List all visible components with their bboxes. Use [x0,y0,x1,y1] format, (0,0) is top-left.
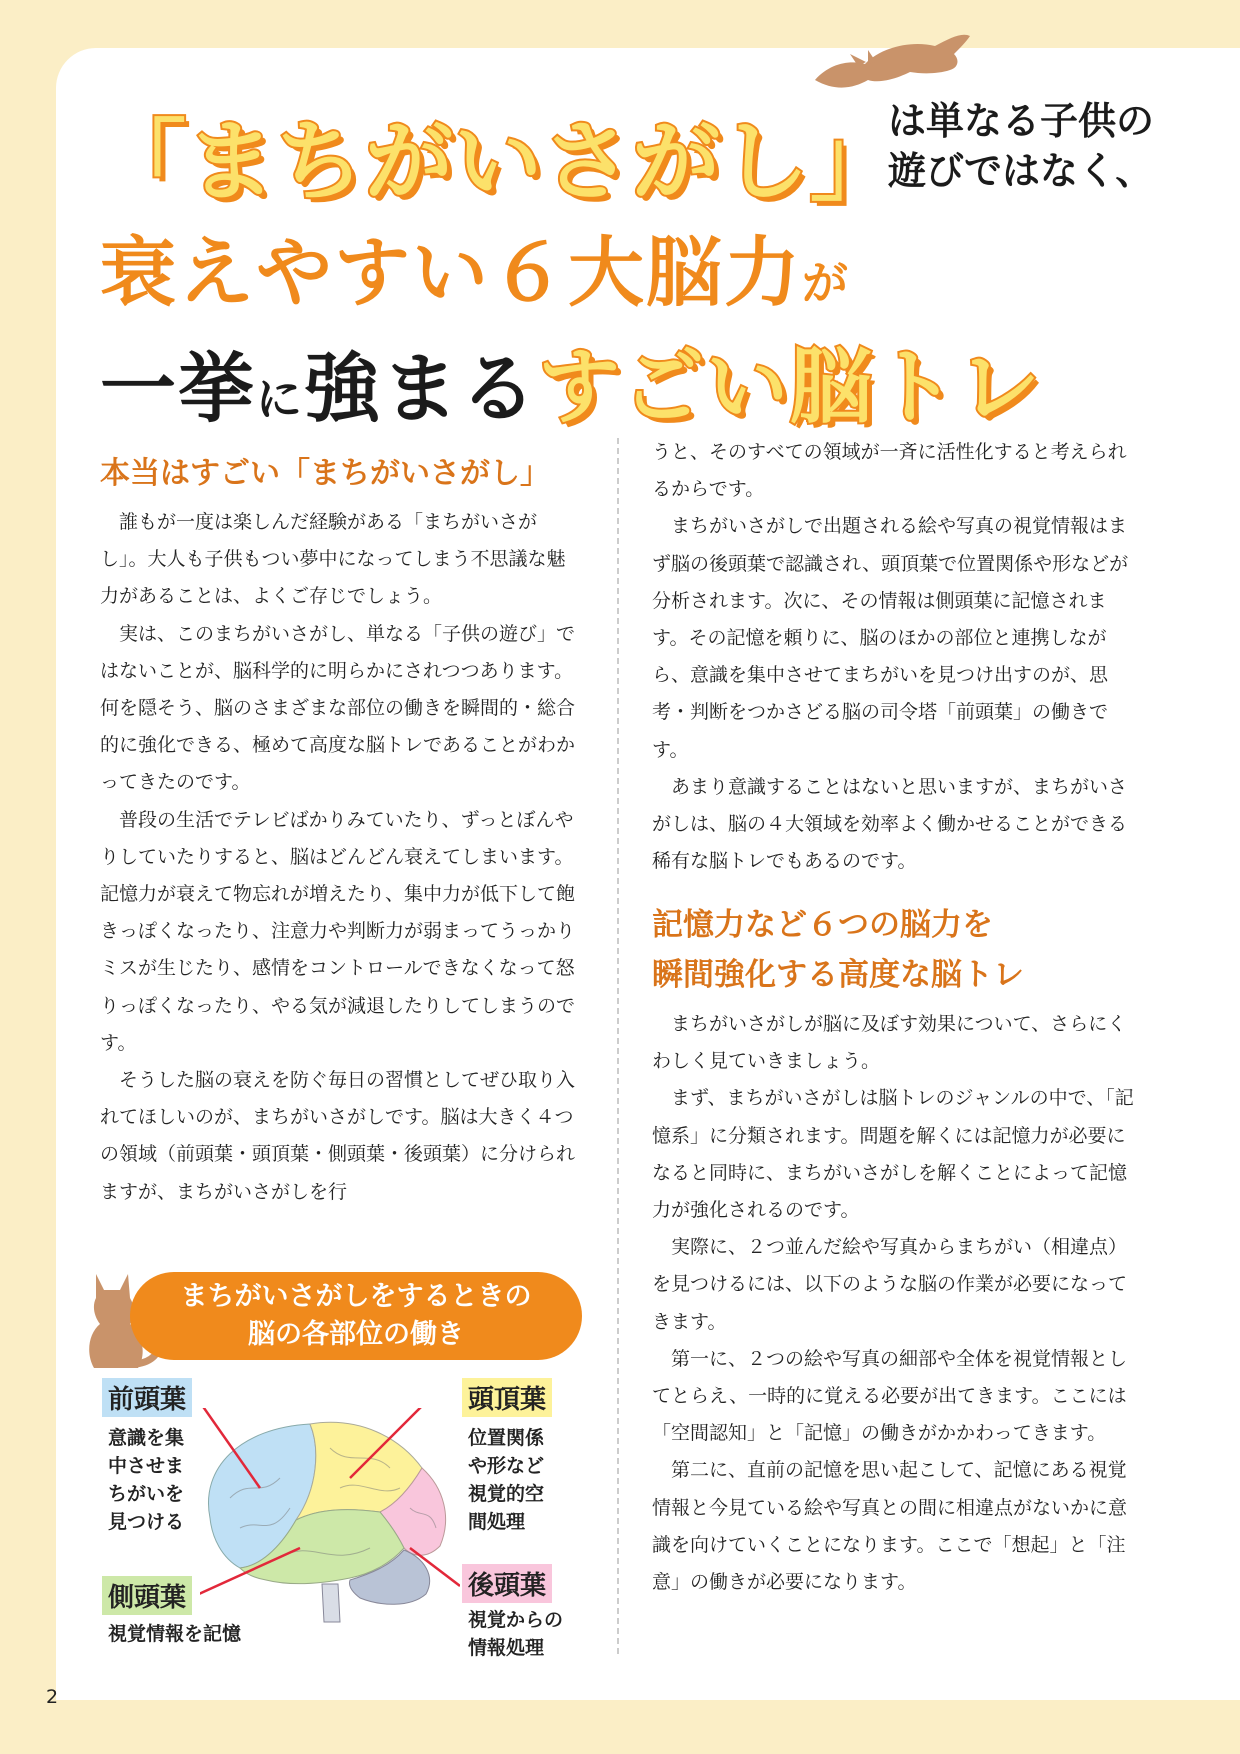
desc-line: 意識を集 [108,1427,185,1449]
desc-line: ちがいを [108,1483,185,1505]
page-number: 2 [46,1686,59,1708]
frontal-lobe-desc [108,1424,184,1536]
desc-line: 間処理 [468,1511,526,1533]
paragraph: 実際に、２つ並んだ絵や写真からまちがい（相違点）を見つけるには、以下のような脳の作業が必要になってきます。 [652,1236,1128,1333]
headline-line2-tail: が [802,256,850,310]
parietal-lobe-label: 頭頂葉 [462,1378,552,1417]
paragraph: あまり意識することはないと思いますが、まちがいさがしは、脳の４大領域を効率よく働かせることができる稀有な脳トレでもあるのです。 [652,775,1128,873]
paragraph: 第二に、直前の記憶を思い起こして、記憶にある視覚情報と今見ている絵や写真との間に相違点がないかに意識を向けていくことになります。ここで「想起」と「注意」の働きが必要になります。 [652,1459,1128,1594]
desc-line: 視覚からの [468,1609,564,1631]
headline-side-text: 遊びではなく、 [888,149,1154,193]
section1-continued [652,434,1134,880]
headline-line3 [100,322,1042,439]
desc-line: 位置関係 [468,1427,545,1449]
paragraph: うと、そのすべての領域が一斉に活性化すると考えられるからです。 [652,441,1127,501]
figure-title-line: まちがいさがしをするときの [180,1281,532,1312]
occipital-lobe-label: 後頭葉 [462,1564,552,1603]
headline-line3-b: に [256,372,304,426]
section2-title-line: 瞬間強化する高度な脳トレ [652,957,1024,993]
temporal-lobe-label: 側頭葉 [102,1576,192,1615]
desc-line: 見つける [108,1511,185,1533]
desc-line: や形など [468,1455,545,1477]
headline-line3-highlight: すごい脳トレ [538,340,1043,435]
headline-line1: 「まちがいさがし」 [98,110,900,213]
paragraph: まちがいさがしで出題される絵や写真の視覚情報はまず脳の後頭葉で認識され、頭頂葉で位置関係や形などが分析されます。次に、その情報は側頭葉に記憶されます。その記憶を頼りに、脳のほかの部位と連携しながら、意識を集中させてまちがいを見つけ出すのが、思考・判断をつかさどる脳の司令塔「前頭葉」の働きです。 [652,515,1129,761]
paragraph: 第一に、２つの絵や写真の細部や全体を視覚情報としてとらえ、一時的に覚える必要が出てきます。ここには「空間認知」と「記憶」の働きがかかわってきます。 [652,1347,1128,1445]
occipital-lobe-desc [468,1606,563,1662]
paragraph: 誰もが一度は楽しんだ経験がある「まちがいさがし」。大人も子供もつい夢中になってしまう不思議な魅力があることは、よくご存じでしょう。 [100,511,566,608]
headline-line2-main: 衰えやすい６大脳力 [100,228,802,317]
section2-title-line: 記憶力など６つの脳力を [652,907,993,943]
headline-line2 [100,212,850,321]
headline-side-text: は単なる子供の [888,99,1155,143]
desc-line: 中させま [108,1455,185,1477]
column-divider [617,438,619,1654]
section2-body [652,1006,1134,1601]
parietal-lobe-desc [468,1424,544,1536]
headline-line1-side [888,96,1154,196]
headline-line3-c: 強まる [304,344,538,433]
brain-diagram [200,1408,460,1628]
figure-title [130,1272,582,1360]
brain-stem [322,1584,340,1622]
paragraph: 実は、このまちがいさがし、単なる「子供の遊び」ではないことが、脳科学的に明らかにされつつあります。何を隠そう、脳のさまざまな部位の働きを瞬間的・総合的に強化できる、極めて高度な脳トレであることがわかってきたのです。 [100,622,576,794]
section2-title [652,900,1024,1000]
section1-body [100,504,582,1211]
paragraph: まちがいさがしが脳に及ぼす効果について、さらにくわしく見ていきましょう。 [652,1013,1127,1073]
leaping-cat-illustration [810,18,980,98]
section1-title: 本当はすごい「まちがいさがし」 [100,456,550,491]
frontal-lobe-label: 前頭葉 [102,1378,192,1417]
desc-line: 視覚情報を記憶 [108,1623,242,1645]
paragraph: そうした脳の衰えを防ぐ毎日の習慣としてぜひ取り入れてほしいのが、まちがいさがしです。脳は大きく４つの領域（前頭葉・頭頂葉・側頭葉・後頭葉）に分けられますが、まちがいさがしを行 [100,1069,576,1203]
paragraph: 普段の生活でテレビばかりみていたり、ずっとぼんやりしていたりすると、脳はどんどん衰えてしまいます。記憶力が衰えて物忘れが増えたり、集中力が低下して飽きっぽくなったり、注意力や判断力が弱まってうっかりミスが生じたり、感情をコントロールできなくなって怒りっぽくなったり、やる気が減退したりしてしまうのです。 [100,808,576,1054]
paragraph: まず、まちがいさがしは脳トレのジャンルの中で、「記憶系」に分類されます。問題を解くには記憶力が必要になると同時に、まちがいさがしを解くことによって記憶力が強化されるのです。 [652,1087,1134,1222]
desc-line: 情報処理 [468,1637,545,1659]
temporal-lobe-desc [108,1620,241,1648]
figure-title-line: 脳の各部位の働き [248,1319,464,1350]
headline-line3-a: 一挙 [100,344,256,433]
desc-line: 視覚的空 [468,1483,545,1505]
